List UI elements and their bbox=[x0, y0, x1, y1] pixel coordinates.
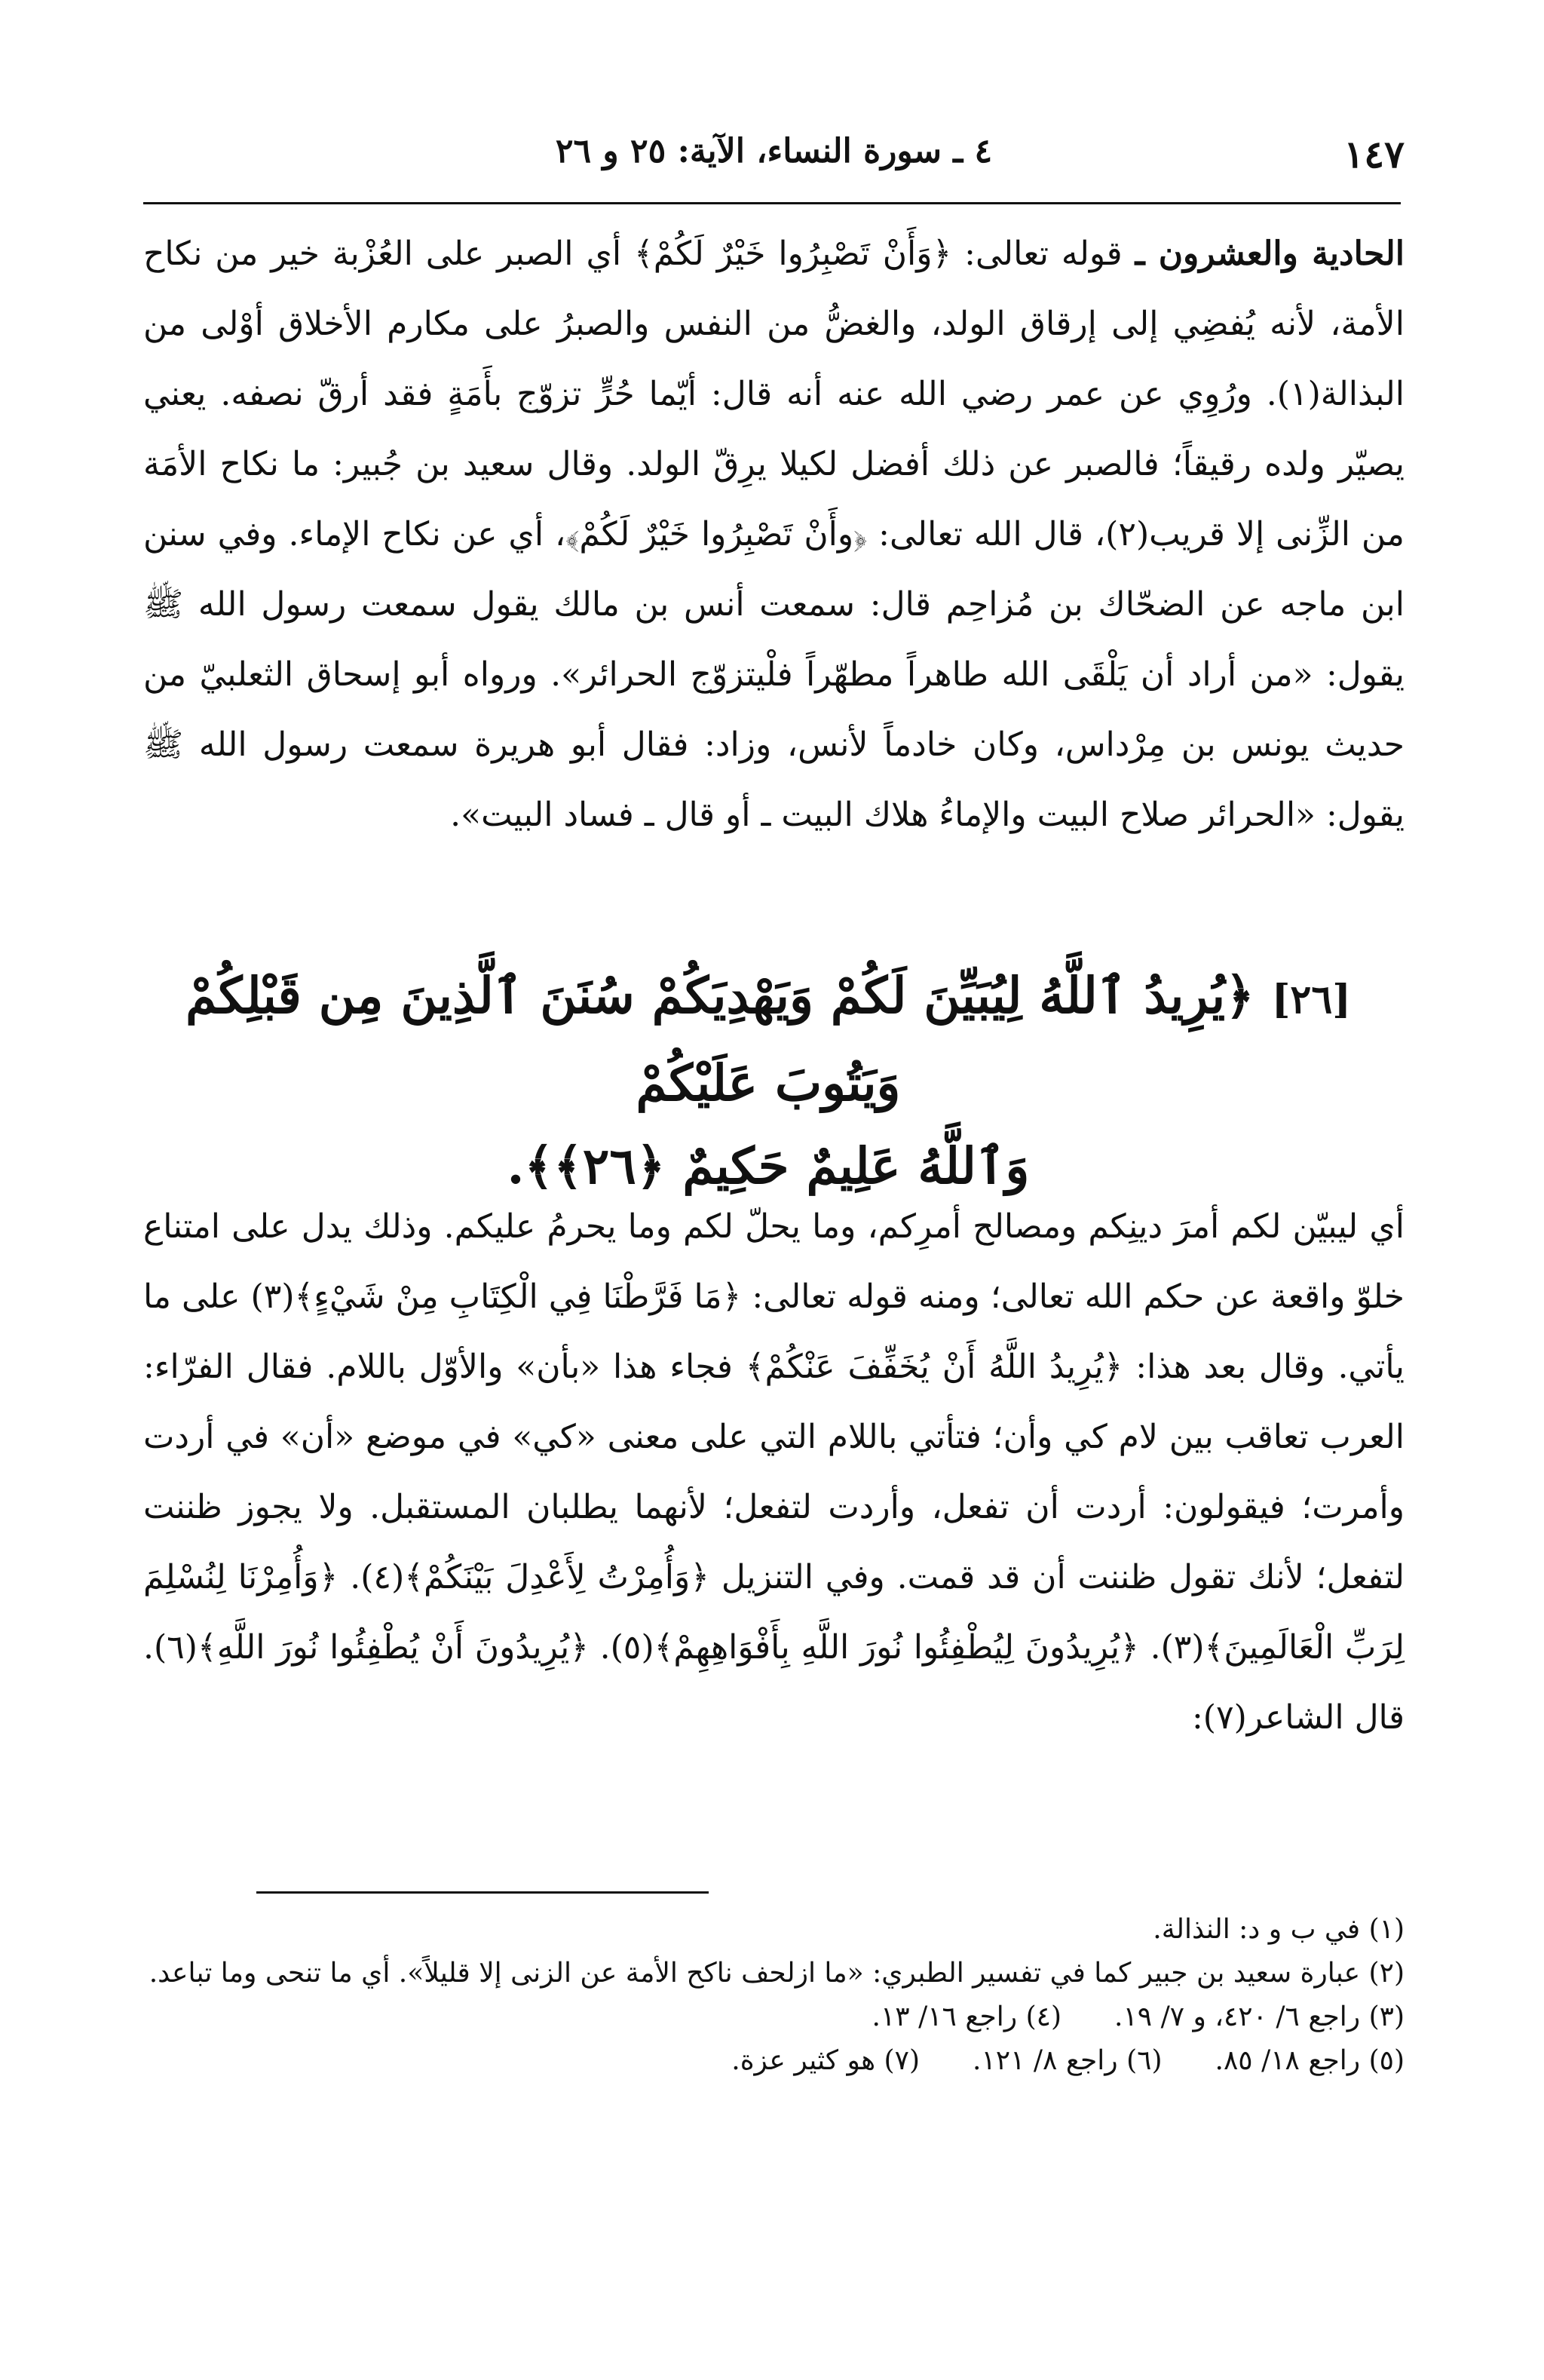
quran-verse-block bbox=[128, 954, 1408, 1207]
footnotes bbox=[143, 1908, 1405, 2083]
page-header bbox=[143, 132, 1405, 185]
footnote-divider bbox=[256, 1891, 709, 1894]
footnote-1: (١) في ب و د: النذالة. bbox=[1153, 1914, 1405, 1945]
verse-number: [٢٦] bbox=[1271, 977, 1351, 1023]
verse-line-2: وَٱللَّهُ عَلِيمٌ حَكِيمٌ ﴿٢٦﴾﴾. bbox=[507, 1136, 1030, 1195]
footnote-4: (٤) راجع ١٦/ ١٣. bbox=[872, 2001, 1062, 2032]
section-heading: الحادية والعشرون ـ bbox=[1135, 235, 1405, 273]
footnote-row-3-4 bbox=[143, 1995, 1405, 2039]
header-divider bbox=[143, 202, 1401, 204]
footnote-6: (٦) راجع ٨/ ١٢١. bbox=[972, 2045, 1163, 2076]
paragraph-21 bbox=[143, 219, 1405, 850]
paragraph-21-text: قوله تعالى: ﴿وَأَنْ تَصْبِرُوا خَيْرٌ لَكُمْ﴾ أي الصبر على العُزْبة خير من نكاح الأمة، لأنه يُفضِي إلى إرقاق الولد، والغضُّ من النفس والصبرُ على مكارم الأخلاق أوْلى من البذالة(١). ورُوِي عن عمر رضي الله عنه أنه قال: أيّما حُرٍّ تزوّج بأَمَةٍ فقد أرقّ نصفه. يعني يصيّر ولده رقيقاً؛ فالصبر عن ذلك أفضل لكيلا يرِقّ الولد. وقال سعيد بن جُبير: ما نكاح الأمَة من الزِّنى إلا قريب(٢)، قال الله تعالى: ﴿وأَنْ تَصْبِرُوا خَيْرٌ لَكُمْ﴾، أي عن نكاح الإماء. وفي سنن ابن ماجه عن الضحّاك بن مُزاحِم قال: سمعت أنس بن مالك يقول سمعت رسول الله ﷺ يقول: «من أراد أن يَلْقَى الله طاهراً مطهّراً فلْيتزوّج الحرائر». ورواه أبو إسحاق الثعلبيّ من حديث يونس بن مِرْداس، وكان خادماً لأنس، وزاد: فقال أبو هريرة سمعت رسول الله ﷺ يقول: «الحرائر صلاح البيت والإماءُ هلاك البيت ـ أو قال ـ فساد البيت». bbox=[143, 235, 1405, 834]
verse-line-1 bbox=[128, 954, 1408, 1124]
running-title: ٤ ـ سورة النساء، الآية: ٢٥ و ٢٦ bbox=[555, 132, 993, 170]
footnote-7: (٧) هو كثير عزة. bbox=[731, 2045, 920, 2076]
footnote-5: (٥) راجع ١٨/ ٨٥. bbox=[1215, 2045, 1405, 2076]
main-text-section-2 bbox=[143, 1192, 1405, 1753]
footnote-3: (٣) راجع ٦/ ٤٢٠، و ٧/ ١٩. bbox=[1114, 2001, 1405, 2032]
page-number: ١٤٧ bbox=[1343, 132, 1405, 176]
commentary-paragraph: أي ليبيّن لكم أمرَ دينِكم ومصالح أمرِكم، وما يحلّ لكم وما يحرمُ عليكم. وذلك يدل على امتناع خلوّ واقعة عن حكم الله تعالى؛ ومنه قوله تعالى: ﴿مَا فَرَّطْنَا فِي الْكِتَابِ مِنْ شَيْءٍ﴾(٣) على ما يأتي. وقال بعد هذا: ﴿يُرِيدُ اللَّهُ أَنْ يُخَفِّفَ عَنْكُمْ﴾ فجاء هذا «بأن» والأوّل باللام. فقال الفرّاء: العرب تعاقب بين لام كي وأن؛ فتأتي باللام التي على معنى «كي» في موضع «أن» في أردت وأمرت؛ فيقولون: أردت أن تفعل، وأردت لتفعل؛ لأنهما يطلبان المستقبل. ولا يجوز ظننت لتفعل؛ لأنك تقول ظننت أن قد قمت. وفي التنزيل ﴿وَأُمِرْتُ لِأَعْدِلَ بَيْنَكُمْ﴾(٤). ﴿وَأُمِرْنَا لِنُسْلِمَ لِرَبِّ الْعَالَمِينَ﴾(٣). ﴿يُرِيدُونَ لِيُطْفِئُوا نُورَ اللَّهِ بِأَفْوَاهِهِمْ﴾(٥). ﴿يُرِيدُونَ أَنْ يُطْفِئُوا نُورَ اللَّهِ﴾(٦). قال الشاعر(٧): bbox=[143, 1207, 1405, 1737]
footnote-2: (٢) عبارة سعيد بن جبير كما في تفسير الطبري: «ما ازلحف ناكح الأمة عن الزنى إلا قليلاً». أي ما تنحى وما تباعد. bbox=[149, 1958, 1405, 1989]
verse-line-1-text: ﴿يُرِيدُ ٱللَّهُ لِيُبَيِّنَ لَكُمْ وَيَهْدِيَكُمْ سُنَنَ ٱلَّذِينَ مِن قَبْلِكُمْ وَيَتُوبَ عَلَيْكُمْ bbox=[185, 966, 1254, 1112]
footnote-row-5-7 bbox=[143, 2039, 1405, 2083]
main-text-section-1 bbox=[143, 219, 1405, 850]
